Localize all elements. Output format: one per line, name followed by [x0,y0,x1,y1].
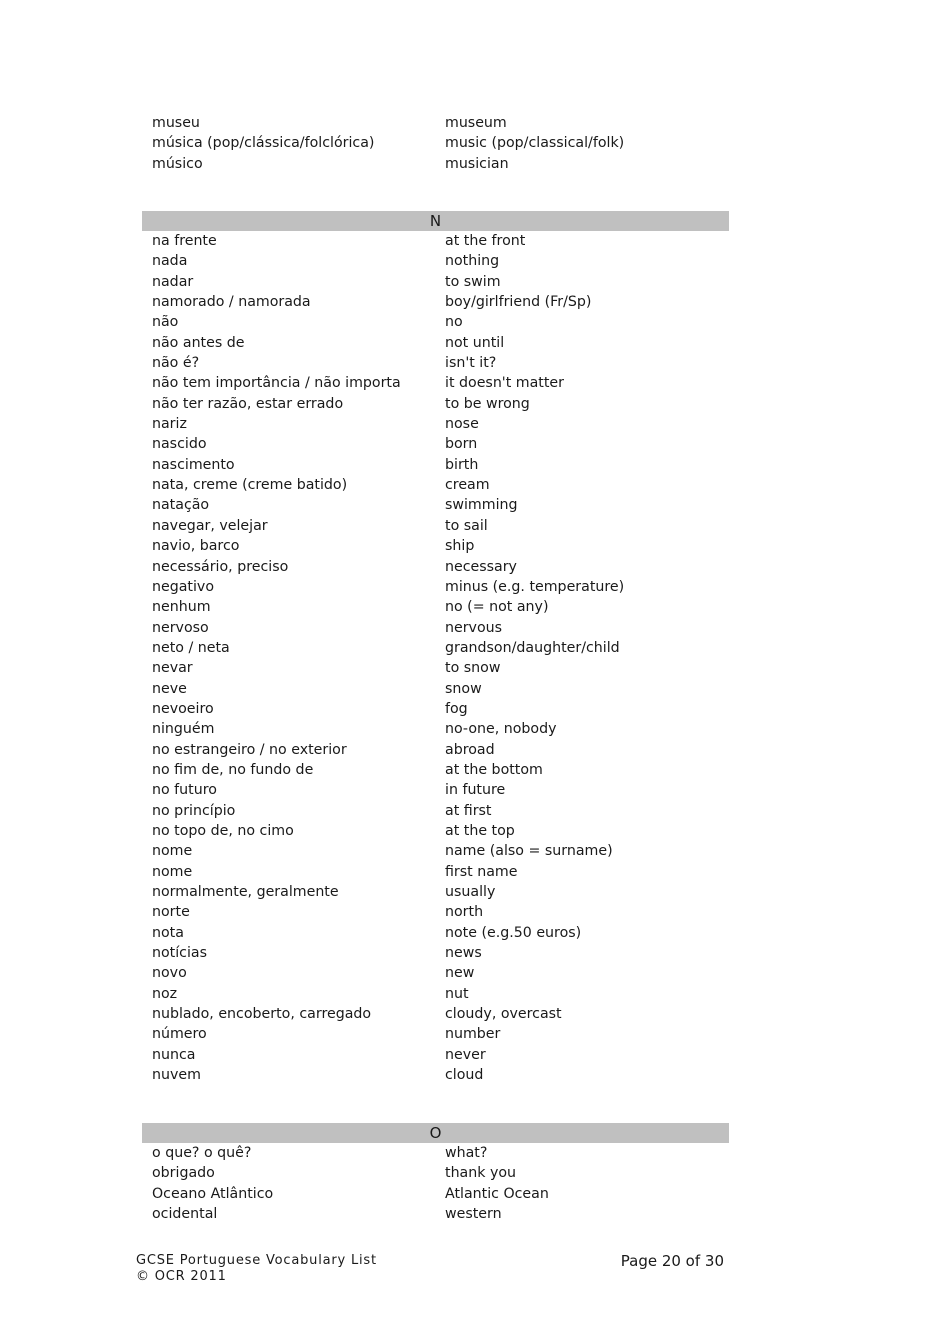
vocab-row [142,1004,729,1024]
portuguese-term: nata, creme (creme batido) [152,477,348,494]
english-term: to snow [445,660,501,677]
section-n [142,211,729,1085]
vocab-row [142,292,729,312]
portuguese-term: na frente [152,233,217,249]
vocab-row [142,658,729,678]
portuguese-term: nascimento [152,456,235,473]
vocab-row [142,455,729,475]
portuguese-term: nenhum [152,599,211,616]
footer-copyright: © OCR 2011 [136,1269,227,1284]
portuguese-term: ninguém [152,721,215,738]
vocab-row [142,597,729,617]
english-term: fog [445,700,468,717]
vocab-row [142,984,729,1004]
portuguese-term: nevar [152,660,193,677]
vocab-row [142,133,729,153]
english-term: it doesn't matter [445,375,564,392]
english-term: no [445,314,463,331]
portuguese-term: não [152,314,179,331]
portuguese-term: no topo de, no cimo [152,822,294,839]
portuguese-term: não antes de [152,334,245,351]
vocab-row [142,475,729,495]
vocab-row [142,902,729,922]
english-term: news [445,945,482,962]
portuguese-term: Oceano Atlântico [152,1185,274,1202]
english-term: music (pop/classical/folk) [445,135,625,152]
english-term: north [445,904,484,921]
vocab-row [142,821,729,841]
portuguese-term: nunca [152,1046,196,1063]
english-term: cloudy, overcast [445,1006,562,1023]
portuguese-term: não é? [152,355,200,372]
portuguese-term: músico [152,155,203,172]
portuguese-term: nascido [152,436,207,453]
vocab-row [142,618,729,638]
vocab-row [142,333,729,353]
footer-left [136,1253,377,1285]
vocab-row [142,1065,729,1085]
english-term: born [445,436,478,453]
section-heading: N [142,211,729,231]
portuguese-term: no princípio [152,802,236,819]
english-term: in future [445,782,506,799]
vocab-row [142,414,729,434]
portuguese-term: nuvem [152,1067,201,1084]
vocab-row [142,312,729,332]
portuguese-term: nome [152,843,193,860]
footer-title: GCSE Portuguese Vocabulary List [136,1253,377,1268]
portuguese-term: neve [152,680,187,697]
section-o [142,1123,729,1224]
vocab-row [142,557,729,577]
portuguese-term: não tem importância / não importa [152,375,401,392]
english-term: nervous [445,619,503,636]
vocab-row [142,536,729,556]
vocab-row [142,963,729,983]
vocab-row [142,154,729,174]
portuguese-term: nevoeiro [152,700,214,717]
vocab-row [142,923,729,943]
vocab-row [142,801,729,821]
english-term: at the bottom [445,761,543,778]
portuguese-term: obrigado [152,1165,215,1182]
vocab-row [142,113,729,133]
english-term: isn't it? [445,355,497,372]
english-term: musician [445,155,509,172]
vocab-row [142,780,729,800]
portuguese-term: nadar [152,273,194,290]
english-term: to sail [445,517,488,534]
vocab-row [142,882,729,902]
english-term: western [445,1206,502,1223]
english-term: abroad [445,741,495,758]
portuguese-term: notícias [152,945,208,962]
portuguese-term: nariz [152,416,187,433]
section-m-continued [142,113,729,174]
vocab-row [142,679,729,699]
vocab-row [142,740,729,760]
english-term: never [445,1046,486,1063]
english-term: snow [445,680,482,697]
vocab-row [142,760,729,780]
vocab-row [142,373,729,393]
english-term: note (e.g.50 euros) [445,924,582,941]
portuguese-term: necessário, preciso [152,558,289,575]
vocab-row [142,272,729,292]
english-term: first name [445,863,518,880]
english-term: Atlantic Ocean [445,1185,549,1202]
english-term: boy/girlfriend (Fr/Sp) [445,294,592,311]
portuguese-term: número [152,1026,207,1043]
english-term: nose [445,416,479,433]
portuguese-term: noz [152,985,178,1002]
portuguese-term: nome [152,863,193,880]
portuguese-term: no fim de, no fundo de [152,761,314,778]
portuguese-term: neto / neta [152,639,230,656]
english-term: minus (e.g. temperature) [445,578,625,595]
portuguese-term: navegar, velejar [152,517,268,534]
vocab-row [142,495,729,515]
portuguese-term: museu [152,115,200,131]
vocab-row [142,1024,729,1044]
english-term: birth [445,456,479,473]
portuguese-term: negativo [152,578,215,595]
vocab-row [142,719,729,739]
vocab-row [142,699,729,719]
english-term: cream [445,477,490,494]
vocab-row [142,862,729,882]
portuguese-term: namorado / namorada [152,294,311,311]
portuguese-term: no estrangeiro / no exterior [152,741,347,758]
section-heading: O [142,1123,729,1143]
english-term: not until [445,334,505,351]
portuguese-term: nota [152,924,184,941]
portuguese-term: natação [152,497,210,514]
portuguese-term: o que? o quê? [152,1145,252,1161]
vocab-row [142,1204,729,1224]
english-term: ship [445,538,475,555]
portuguese-term: norte [152,904,190,921]
vocab-row [142,251,729,271]
english-term: at the front [445,233,526,249]
vocab-row [142,1143,729,1163]
vocab-row [142,943,729,963]
english-term: name (also = surname) [445,843,613,860]
vocab-row [142,1163,729,1183]
english-term: thank you [445,1165,517,1182]
portuguese-term: normalmente, geralmente [152,884,339,900]
vocab-row [142,434,729,454]
vocab-row [142,394,729,414]
vocab-row [142,353,729,373]
english-term: number [445,1026,501,1043]
vocab-row [142,841,729,861]
vocab-row [142,1045,729,1065]
portuguese-term: nublado, encoberto, carregado [152,1006,372,1023]
english-term: museum [445,115,507,131]
english-term: to swim [445,273,501,290]
page-number: Page 20 of 30 [620,1252,724,1270]
english-term: new [445,965,475,982]
english-term: to be wrong [445,395,530,412]
portuguese-term: nada [152,253,188,270]
vocab-row [142,1184,729,1204]
portuguese-term: música (pop/clássica/folclórica) [152,135,375,152]
english-term: cloud [445,1067,484,1084]
vocab-row [142,638,729,658]
vocab-row [142,516,729,536]
portuguese-term: ocidental [152,1206,218,1223]
english-term: at first [445,802,492,819]
portuguese-term: navio, barco [152,538,240,555]
portuguese-term: no futuro [152,782,217,799]
english-term: no-one, nobody [445,721,557,738]
english-term: necessary [445,558,517,575]
english-term: grandson/daughter/child [445,639,620,656]
portuguese-term: nervoso [152,619,209,636]
vocab-row [142,231,729,251]
english-term: nut [445,985,469,1002]
english-term: swimming [445,497,518,514]
portuguese-term: novo [152,965,187,982]
vocab-row [142,577,729,597]
english-term: nothing [445,253,500,270]
portuguese-term: não ter razão, estar errado [152,395,344,412]
english-term: usually [445,884,496,900]
english-term: no (= not any) [445,599,549,616]
english-term: at the top [445,822,515,839]
english-term: what? [445,1145,488,1161]
